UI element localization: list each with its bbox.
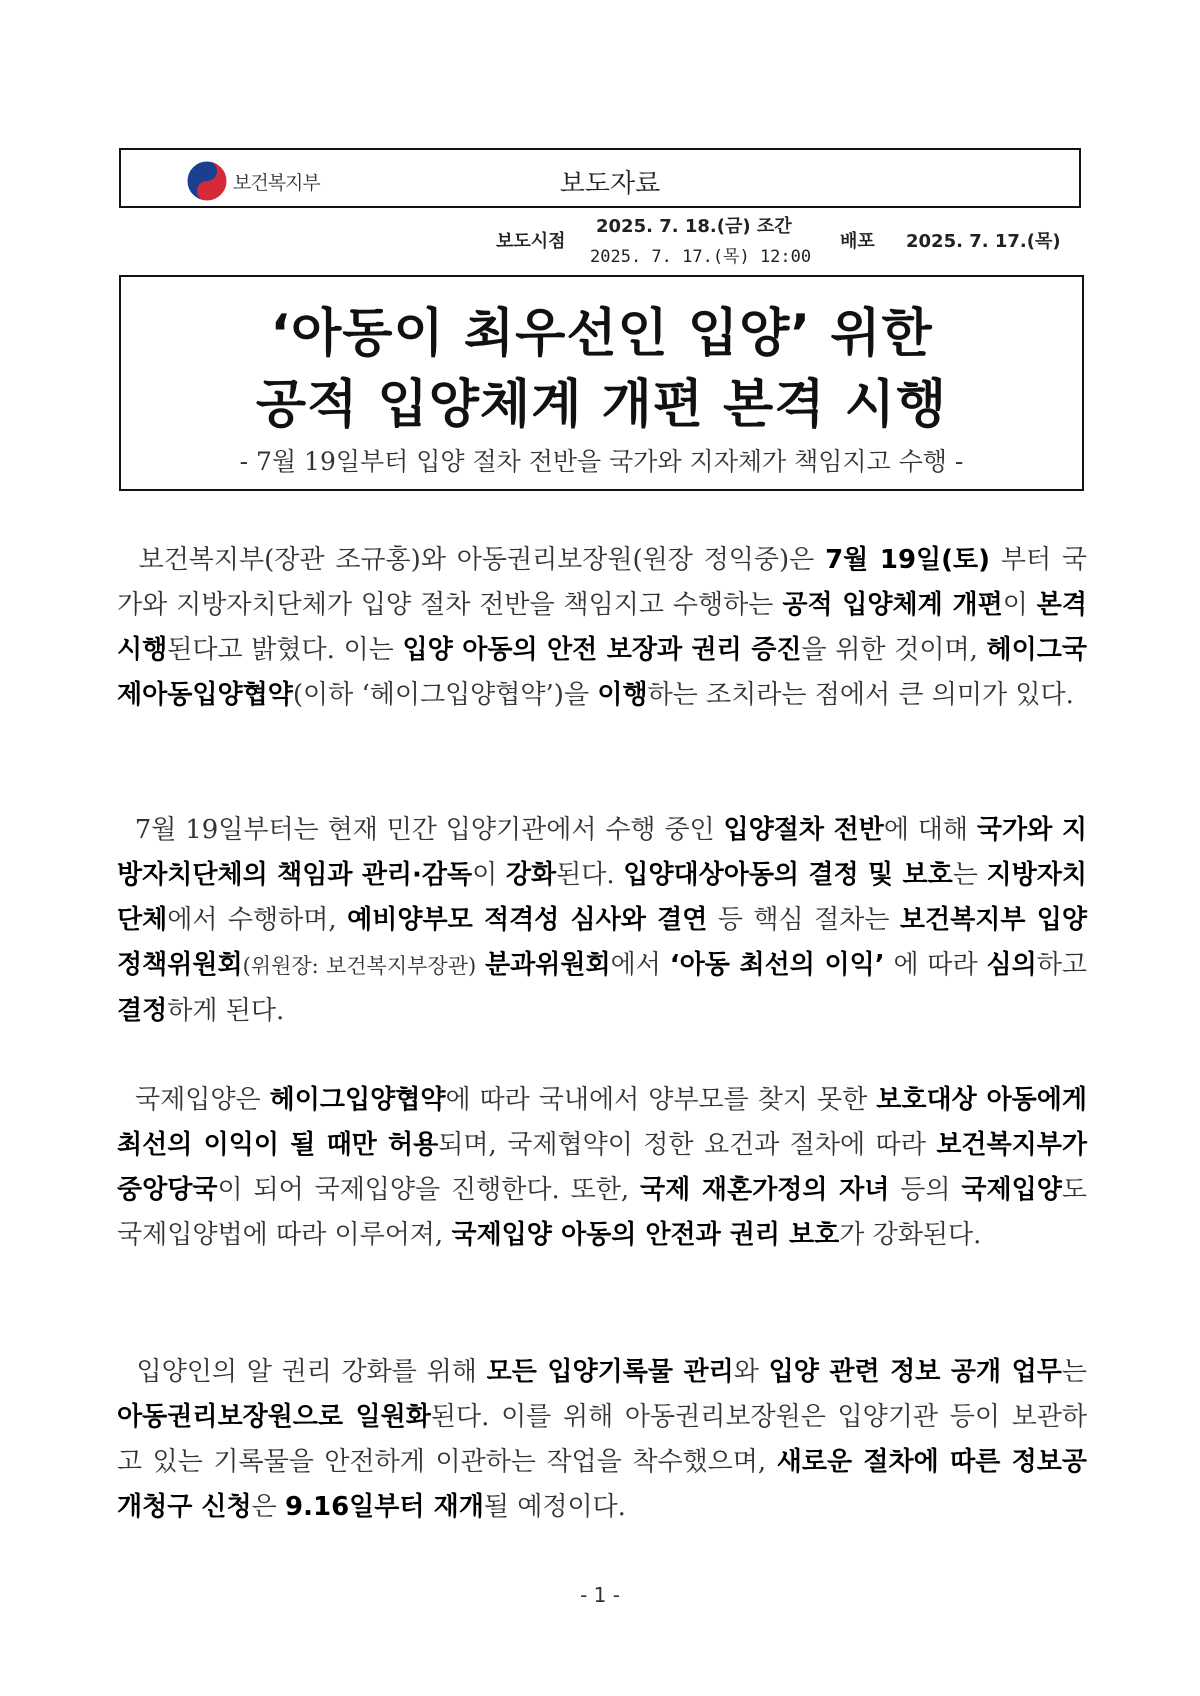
emphasis: 예비양부모 적격성 심사와 결연 [347,905,708,935]
text: (이하 ‘헤이그입양협약’)을 [292,680,598,710]
embargo-date-morning: 2025. 7. 18.(금) 조간 [596,216,792,237]
embargo-date-online: 2025. 7. 17.(목) 12:00 [590,247,812,267]
text: 된다. [556,860,624,890]
emphasis: 결정 [117,996,168,1026]
title-line-2: 공적 입양체계 개편 본격 시행 [255,375,948,435]
committee-chair-note: (위원장: 보건복지부장관) [242,954,477,978]
ministry-name: 보건복지부 [233,171,320,194]
text: 된다. 이를 위해 아동권리보장원은 입양기관 등이 보관하고 있는 기록물을 안전하게 이관하는 작업을 착수했으며, [117,1402,1087,1477]
text: 부터 국가와 지방자치단체가 입양 절차 전반을 책임지고 수행하는 [117,545,1087,620]
emphasis: 9.16일부터 재개 [285,1492,484,1522]
text: 7월 19일부터는 현재 민간 입양기관에서 수행 중인 [134,815,724,845]
document-type: 보도자료 [559,169,661,199]
emphasis: 국제입양 아동의 안전과 권리 보호 [451,1220,840,1250]
text: 와 [733,1357,769,1387]
emphasis: 입양 아동의 안전 보장과 권리 증진 [402,635,802,665]
page-number: - 1 - [580,1583,620,1607]
text: 국제입양은 [135,1085,270,1115]
text: 에 따라 국내에서 양부모를 찾지 못한 [445,1085,877,1115]
paragraph-3 [117,1078,1087,1258]
subtitle: - 7월 19일부터 입양 절차 전반을 국가와 지자체가 책임지고 수행 - [239,447,964,476]
text [476,950,485,980]
text: 을 위한 것이며, [801,635,987,665]
text: 보건복지부(장관 조규홍)와 아동권리보장원(원장 정익중)은 [138,545,826,575]
text: 이 [1002,590,1037,620]
emphasis: 이행 [597,680,648,710]
text: 는 [952,860,987,890]
emphasis: 본격 시행 [117,590,1087,665]
emphasis: 국제입양 [961,1175,1062,1205]
emphasis: 보건복지부 입양정책위원회 [117,905,1087,980]
text: 은 [251,1492,286,1522]
text: 하는 조치라는 점에서 큰 의미가 있다. [647,680,1074,710]
paragraph-2 [117,808,1087,1034]
emphasis: 공적 입양체계 개편 [782,590,1003,620]
emphasis: 입양절차 전반 [723,815,884,845]
emphasis: 새로운 절차에 따른 정보공개청구 신청 [117,1447,1087,1522]
emphasis: 국제 재혼가정의 자녀 [640,1175,890,1205]
emphasis: 보건복지부가 중앙당국 [117,1130,1088,1205]
text: 될 예정이다. [483,1492,626,1522]
paragraph-1 [117,538,1087,718]
emphasis: 심의 [986,950,1037,980]
text: 등의 [889,1175,962,1205]
embargo-label: 보도시점 [496,231,566,252]
text: 등 핵심 절차는 [707,905,900,935]
text: 에 따라 [884,950,987,980]
emphasis: 보호대상 아동에게 최선의 이익이 될 때만 허용 [117,1085,1087,1160]
text: 는 [1061,1357,1088,1387]
emphasis: 7월 19일(토) [825,545,991,575]
emphasis: 아동권리보장원으로 일원화 [117,1402,431,1432]
header-box [119,148,1081,208]
text: 이 되어 국제입양을 진행한다. 또한, [217,1175,641,1205]
distribution-date: 2025. 7. 17.(목) [906,231,1061,252]
emphasis: 헤이그국제아동입양협약 [117,635,1087,710]
emphasis: ‘아동 최선의 이익’ [669,950,885,980]
title-box [119,275,1084,491]
emphasis: 모든 입양기록물 관리 [486,1357,734,1387]
paragraph-4 [117,1350,1087,1530]
emphasis: 입양 관련 정보 공개 업무 [768,1357,1062,1387]
text: 에서 수행하며, [167,905,348,935]
text: 가 강화된다. [839,1220,982,1250]
emphasis: 헤이그입양협약 [269,1085,446,1115]
emphasis: 강화 [505,860,557,890]
text: 에 대해 [883,815,977,845]
emphasis: 입양대상아동의 결정 및 보호 [623,860,953,890]
emphasis: 국가와 지방자치단체의 책임과 관리·감독 [117,815,1087,890]
text: 되며, 국제협약이 정한 요건과 절차에 따라 [438,1130,937,1160]
title-line-1: ‘아동이 최우선인 입양’ 위한 [270,304,933,364]
emphasis: 지방자치단체 [117,860,1087,935]
emphasis: 분과위원회 [485,950,611,980]
text: 입양인의 알 권리 강화를 위해 [136,1357,487,1387]
text: 하고 [1036,950,1087,980]
text: 하게 된다. [167,996,285,1026]
text: 된다고 밝혔다. 이는 [167,635,403,665]
text: 이 [472,860,506,890]
text: 에서 [610,950,670,980]
release-dates [0,210,1200,268]
text: 도 국제입양법에 따라 이루어져, [117,1175,1088,1250]
distribution-label: 배포 [840,231,875,252]
